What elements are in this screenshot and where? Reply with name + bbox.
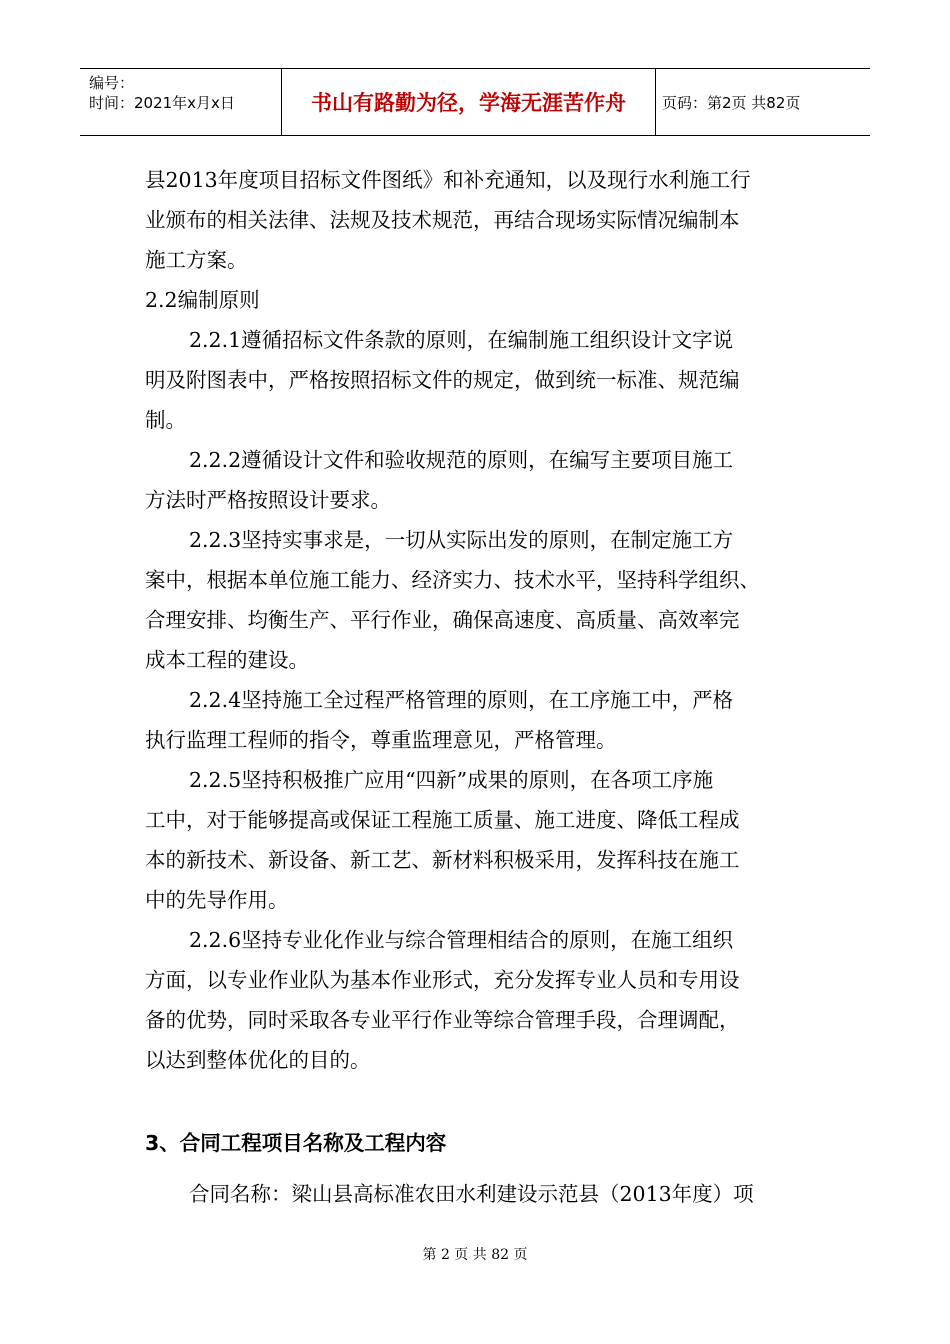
page-footer: 第 2 页 共 82 页 <box>422 1247 528 1263</box>
paragraph <box>145 320 805 440</box>
page-header <box>80 68 870 136</box>
paragraph <box>145 280 805 320</box>
document-body <box>145 160 805 1214</box>
text-line: 县2013年度项目招标文件图纸》和补充通知，以及现行水利施工行 <box>145 168 751 192</box>
text-line: 业颁布的相关法律、法规及技术规范，再结合现场实际情况编制本 <box>145 208 740 232</box>
text-line: 2.2编制原则 <box>145 288 260 312</box>
text-line: 工中，对于能够提高或保证工程施工质量、施工进度、降低工程成 <box>145 808 740 832</box>
text-line: 制。 <box>145 408 186 432</box>
text-line: 备的优势，同时采取各专业平行作业等综合管理手段，合理调配， <box>145 1008 740 1032</box>
text-line: 合理安排、均衡生产、平行作业，确保高速度、高质量、高效率完 <box>145 608 740 632</box>
section-gap <box>145 1080 805 1120</box>
section-gap-small <box>145 1166 805 1174</box>
text-line: 执行监理工程师的指令，尊重监理意见，严格管理。 <box>145 728 617 752</box>
paragraph <box>145 160 805 280</box>
header-meta <box>80 69 282 135</box>
text-line: 2.2.2遵循设计文件和验收规范的原则，在编写主要项目施工 <box>189 448 734 472</box>
document-time: 时间：2021年x月x日 <box>89 94 235 112</box>
contract-name-line: 合同名称：梁山县高标准农田水利建设示范县（2013年度）项 <box>189 1182 754 1206</box>
document-number: 编号： <box>89 74 135 92</box>
header-motto: 书山有路勤为径，学海无涯苦作舟 <box>282 69 656 135</box>
text-line: 以达到整体优化的目的。 <box>145 1048 371 1072</box>
text-line: 本的新技术、新设备、新工艺、新材料积极采用，发挥科技在施工 <box>145 848 740 872</box>
text-line: 2.2.5坚持积极推广应用“四新”成果的原则，在各项工序施 <box>189 768 714 792</box>
text-line: 2.2.3坚持实事求是，一切从实际出发的原则，在制定施工方 <box>189 528 734 552</box>
header-page-info: 页码：第2页 共82页 <box>662 93 801 112</box>
text-line: 中的先导作用。 <box>145 888 289 912</box>
paragraph <box>145 760 805 920</box>
text-line: 2.2.4坚持施工全过程严格管理的原则，在工序施工中，严格 <box>189 688 734 712</box>
text-line: 案中，根据本单位施工能力、经济实力、技术水平，坚持科学组织、 <box>145 568 760 592</box>
paragraph <box>145 920 805 1080</box>
text-line: 2.2.1遵循招标文件条款的原则，在编制施工组织设计文字说 <box>189 328 734 352</box>
text-line: 施工方案。 <box>145 248 248 272</box>
text-line: 方面，以专业作业队为基本作业形式，充分发挥专业人员和专用设 <box>145 968 740 992</box>
text-line: 方法时严格按照设计要求。 <box>145 488 391 512</box>
text-line: 2.2.6坚持专业化作业与综合管理相结合的原则，在施工组织 <box>189 928 734 952</box>
text-line: 成本工程的建设。 <box>145 648 309 672</box>
paragraph-list <box>145 160 805 1080</box>
section-heading: 3、合同工程项目名称及工程内容 <box>145 1131 447 1155</box>
text-line: 明及附图表中，严格按照招标文件的规定，做到统一标准、规范编 <box>145 368 740 392</box>
paragraph <box>145 680 805 760</box>
paragraph <box>145 520 805 680</box>
paragraph <box>145 440 805 520</box>
